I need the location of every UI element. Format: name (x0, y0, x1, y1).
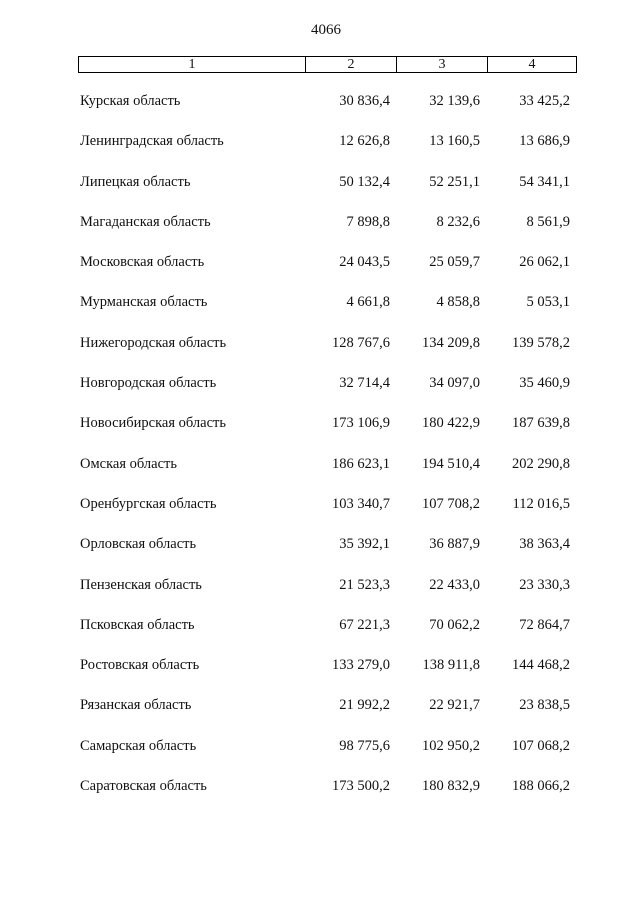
value-col-2: 50 132,4 (339, 173, 390, 190)
value-col-2: 67 221,3 (339, 616, 390, 633)
value-col-2: 173 500,2 (332, 778, 390, 795)
value-col-4: 112 016,5 (512, 495, 570, 512)
page-number: 4066 (311, 22, 341, 38)
table-row (0, 453, 640, 493)
value-col-2: 133 279,0 (332, 657, 390, 674)
value-col-2: 186 623,1 (332, 455, 390, 472)
table-row (0, 614, 640, 654)
value-col-4: 187 639,8 (512, 415, 570, 432)
value-col-4: 8 561,9 (526, 213, 570, 230)
value-col-2: 128 767,6 (332, 334, 390, 351)
region-name: Пензенская область (80, 576, 202, 593)
region-name: Рязанская область (80, 697, 192, 714)
table-row (0, 130, 640, 170)
value-col-4: 144 468,2 (512, 657, 570, 674)
value-col-4: 13 686,9 (519, 133, 570, 150)
value-col-2: 103 340,7 (332, 495, 390, 512)
value-col-3: 22 433,0 (429, 576, 480, 593)
value-col-3: 107 708,2 (422, 495, 480, 512)
header-col-4: 4 (488, 57, 577, 73)
value-col-4: 38 363,4 (519, 536, 570, 553)
value-col-2: 24 043,5 (339, 254, 390, 271)
value-col-3: 138 911,8 (422, 657, 480, 674)
value-col-2: 30 836,4 (339, 93, 390, 109)
value-col-3: 8 232,6 (436, 213, 480, 230)
region-name: Магаданская область (80, 213, 211, 230)
value-col-4: 139 578,2 (512, 334, 570, 351)
value-col-4: 5 053,1 (526, 294, 570, 311)
region-name: Московская область (80, 254, 205, 271)
value-col-2: 21 523,3 (339, 576, 390, 593)
value-col-3: 36 887,9 (429, 536, 480, 553)
table-row (0, 372, 640, 412)
value-col-3: 194 510,4 (422, 455, 480, 472)
value-col-3: 32 139,6 (429, 93, 480, 109)
table-row (0, 332, 640, 372)
value-col-4: 23 838,5 (519, 697, 570, 714)
table-row (0, 412, 640, 452)
value-col-3: 22 921,7 (429, 697, 480, 714)
value-col-3: 13 160,5 (429, 133, 480, 150)
region-name: Самарская область (80, 737, 197, 754)
region-name: Новосибирская область (80, 415, 226, 432)
value-col-2: 4 661,8 (346, 294, 390, 311)
value-col-2: 12 626,8 (339, 133, 390, 150)
region-name: Псковская область (80, 616, 195, 633)
value-col-3: 52 251,1 (429, 173, 480, 190)
value-col-2: 7 898,8 (346, 213, 390, 230)
table-row (0, 533, 640, 573)
header-col-3: 3 (397, 57, 488, 73)
value-col-2: 173 106,9 (332, 415, 390, 432)
table-row (0, 211, 640, 251)
value-col-4: 26 062,1 (519, 254, 570, 271)
value-col-3: 180 832,9 (422, 778, 480, 795)
value-col-4: 23 330,3 (519, 576, 570, 593)
value-col-4: 54 341,1 (519, 173, 570, 190)
value-col-4: 107 068,2 (512, 737, 570, 754)
table-row (0, 251, 640, 291)
value-col-2: 21 992,2 (339, 697, 390, 714)
value-col-3: 4 858,8 (436, 294, 480, 311)
region-name: Ростовская область (80, 657, 200, 674)
value-col-3: 70 062,2 (429, 616, 480, 633)
table-row (0, 735, 640, 775)
header-col-2: 2 (306, 57, 397, 73)
region-name: Ленинградская область (80, 133, 224, 150)
value-col-3: 134 209,8 (422, 334, 480, 351)
table-row (0, 654, 640, 694)
value-col-2: 35 392,1 (339, 536, 390, 553)
table-header (78, 56, 577, 73)
value-col-4: 33 425,2 (519, 93, 570, 109)
region-name: Липецкая область (80, 173, 191, 190)
region-name: Омская область (80, 455, 177, 472)
region-name: Новгородская область (80, 375, 217, 392)
value-col-2: 98 775,6 (339, 737, 390, 754)
value-col-2: 32 714,4 (339, 375, 390, 392)
value-col-4: 35 460,9 (519, 375, 570, 392)
region-name: Саратовская область (80, 778, 207, 795)
value-col-4: 188 066,2 (512, 778, 570, 795)
region-name: Оренбургская область (80, 495, 217, 512)
value-col-3: 34 097,0 (429, 375, 480, 392)
region-name: Нижегородская область (80, 334, 227, 351)
value-col-3: 180 422,9 (422, 415, 480, 432)
value-col-3: 102 950,2 (422, 737, 480, 754)
region-name: Мурманская область (80, 294, 208, 311)
value-col-4: 72 864,7 (519, 616, 570, 633)
table-row (0, 171, 640, 211)
table-row (0, 694, 640, 734)
table-row (0, 291, 640, 331)
header-col-1: 1 (79, 57, 306, 73)
table-body (0, 90, 640, 815)
table-row (0, 493, 640, 533)
table-row (0, 775, 640, 815)
region-name: Курская область (80, 93, 181, 109)
value-col-4: 202 290,8 (512, 455, 570, 472)
value-col-3: 25 059,7 (429, 254, 480, 271)
table-row (0, 90, 640, 130)
region-name: Орловская область (80, 536, 197, 553)
table-row (0, 574, 640, 614)
